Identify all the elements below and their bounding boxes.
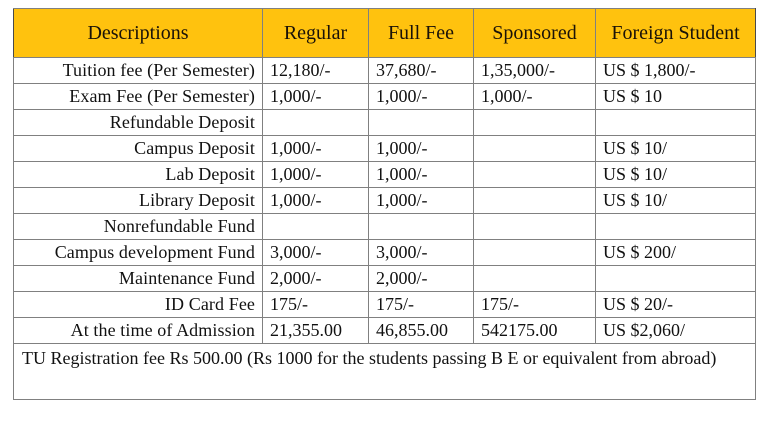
cell-foreign: US $ 1,800/- (596, 58, 756, 84)
row-label: Refundable Deposit (14, 110, 263, 136)
row-label: Campus development Fund (14, 240, 263, 266)
table-row (14, 84, 756, 110)
column-header-full-fee: Full Fee (369, 9, 474, 58)
cell-sponsored (474, 136, 596, 162)
table-header (14, 9, 756, 58)
cell-full-fee: 1,000/- (369, 188, 474, 214)
cell-regular: 1,000/- (263, 188, 369, 214)
cell-regular: 2,000/- (263, 266, 369, 292)
cell-regular: 1,000/- (263, 162, 369, 188)
table-footnote-row (14, 344, 756, 400)
header-row (14, 9, 756, 58)
cell-full-fee (369, 110, 474, 136)
registration-fee-note (14, 344, 756, 400)
cell-regular: 1,000/- (263, 136, 369, 162)
cell-sponsored (474, 266, 596, 292)
table-row (14, 162, 756, 188)
table-row (14, 58, 756, 84)
cell-foreign: US $ 20/- (596, 292, 756, 318)
cell-regular: 175/- (263, 292, 369, 318)
cell-regular (263, 110, 369, 136)
cell-foreign: US $ 10 (596, 84, 756, 110)
cell-full-fee: 175/- (369, 292, 474, 318)
cell-sponsored: 1,000/- (474, 84, 596, 110)
cell-regular: 1,000/- (263, 84, 369, 110)
table-row (14, 110, 756, 136)
cell-regular: 3,000/- (263, 240, 369, 266)
cell-full-fee: 37,680/- (369, 58, 474, 84)
cell-sponsored (474, 188, 596, 214)
row-label: Nonrefundable Fund (14, 214, 263, 240)
cell-full-fee: 46,855.00 (369, 318, 474, 344)
table-row-total (14, 318, 756, 344)
row-label: Lab Deposit (14, 162, 263, 188)
cell-full-fee: 1,000/- (369, 162, 474, 188)
row-label: Maintenance Fund (14, 266, 263, 292)
row-label: Campus Deposit (14, 136, 263, 162)
table-row (14, 188, 756, 214)
column-header-foreign-student: Foreign Student (596, 9, 756, 58)
cell-sponsored: 542175.00 (474, 318, 596, 344)
column-header-descriptions: Descriptions (14, 9, 263, 58)
cell-sponsored: 175/- (474, 292, 596, 318)
cell-foreign (596, 110, 756, 136)
cell-sponsored (474, 240, 596, 266)
cell-full-fee: 2,000/- (369, 266, 474, 292)
table-row (14, 292, 756, 318)
cell-foreign (596, 214, 756, 240)
cell-regular: 21,355.00 (263, 318, 369, 344)
cell-sponsored: 1,35,000/- (474, 58, 596, 84)
row-label: At the time of Admission (14, 318, 263, 344)
cell-full-fee (369, 214, 474, 240)
table-row (14, 240, 756, 266)
row-label: ID Card Fee (14, 292, 263, 318)
table-row (14, 136, 756, 162)
registration-fee-note-text: TU Registration fee Rs 500.00 (Rs 1000 for the students passing B E or equivalent from abroad) (22, 348, 717, 368)
cell-foreign: US $2,060/ (596, 318, 756, 344)
column-header-regular: Regular (263, 9, 369, 58)
cell-foreign: US $ 10/ (596, 136, 756, 162)
column-header-sponsored: Sponsored (474, 9, 596, 58)
cell-regular (263, 214, 369, 240)
cell-foreign (596, 266, 756, 292)
cell-sponsored (474, 162, 596, 188)
table-row (14, 214, 756, 240)
cell-sponsored (474, 110, 596, 136)
cell-foreign: US $ 10/ (596, 162, 756, 188)
fee-structure-table (13, 8, 756, 400)
cell-sponsored (474, 214, 596, 240)
row-label: Tuition fee (Per Semester) (14, 58, 263, 84)
table-body (14, 58, 756, 400)
cell-foreign: US $ 200/ (596, 240, 756, 266)
cell-regular: 12,180/- (263, 58, 369, 84)
row-label: Library Deposit (14, 188, 263, 214)
row-label: Exam Fee (Per Semester) (14, 84, 263, 110)
cell-foreign: US $ 10/ (596, 188, 756, 214)
cell-full-fee: 3,000/- (369, 240, 474, 266)
cell-full-fee: 1,000/- (369, 136, 474, 162)
cell-full-fee: 1,000/- (369, 84, 474, 110)
table-row (14, 266, 756, 292)
